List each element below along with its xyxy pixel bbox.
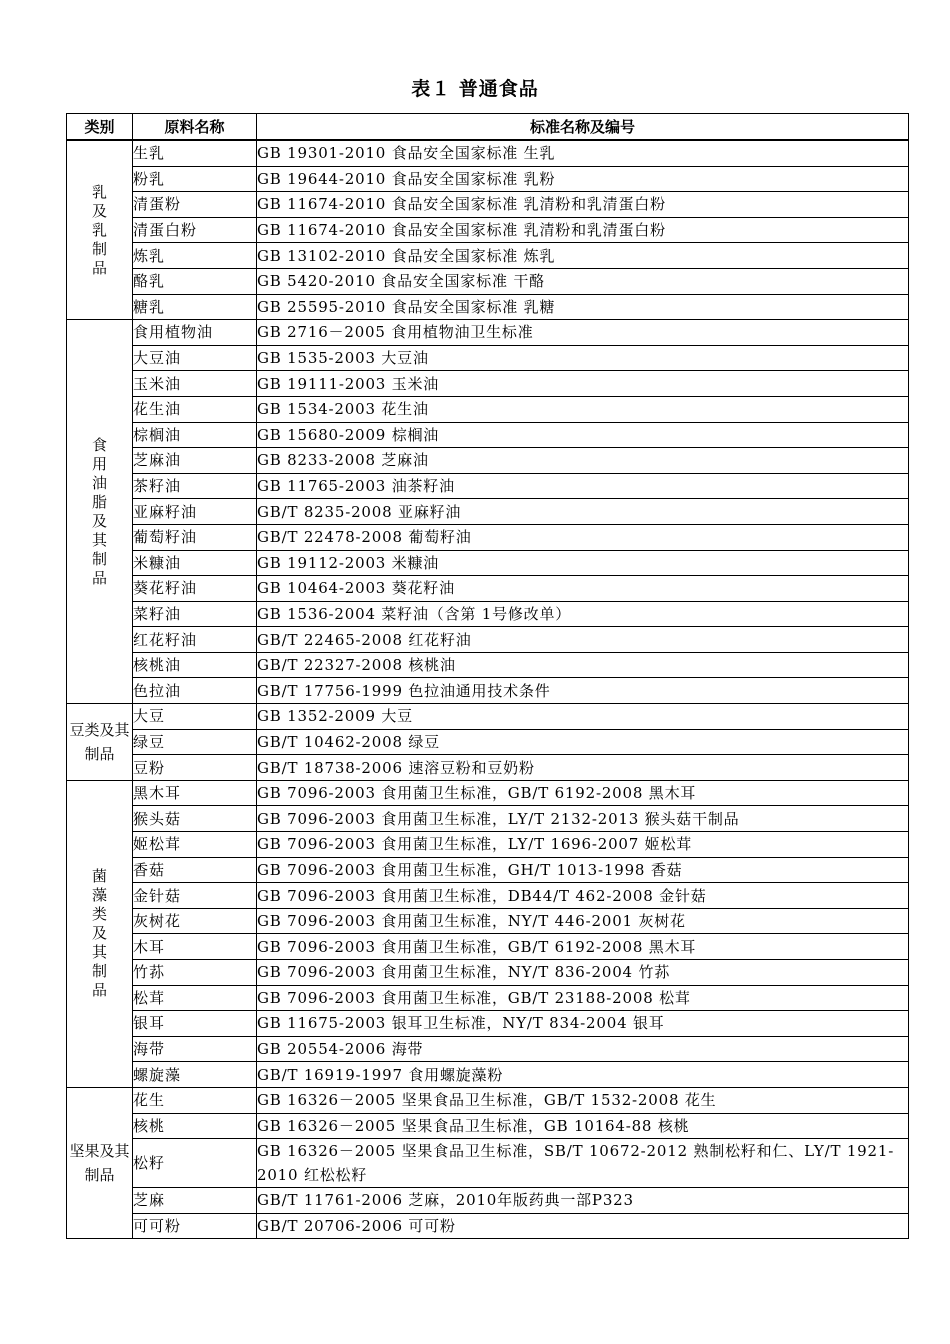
- standard-cell: GB 7096-2003 食用菌卫生标准，LY/T 2132-2013 猴头菇干制品: [257, 806, 909, 832]
- material-name-cell: 酪乳: [133, 268, 257, 294]
- table-row: [67, 320, 909, 346]
- standard-cell: GB 7096-2003 食用菌卫生标准，GB/T 23188-2008 松茸: [257, 985, 909, 1011]
- table-row: [67, 499, 909, 525]
- table-row: [67, 1213, 909, 1239]
- material-name-cell: 棕榈油: [133, 422, 257, 448]
- standard-cell: GB 19301-2010 食品安全国家标准 生乳: [257, 140, 909, 166]
- material-name-cell: 茶籽油: [133, 473, 257, 499]
- standard-cell: GB 11674-2010 食品安全国家标准 乳清粉和乳清蛋白粉: [257, 192, 909, 218]
- category-cell: [67, 780, 133, 1087]
- table-row: [67, 652, 909, 678]
- table-row: [67, 345, 909, 371]
- table-row: [67, 268, 909, 294]
- standard-cell: GB 13102-2010 食品安全国家标准 炼乳: [257, 243, 909, 269]
- standard-cell: GB 2716－2005 食用植物油卫生标准: [257, 320, 909, 346]
- material-name-cell: 姬松茸: [133, 832, 257, 858]
- table-row: [67, 473, 909, 499]
- table-row: [67, 1113, 909, 1139]
- standard-cell: GB 5420-2010 食品安全国家标准 干酪: [257, 268, 909, 294]
- material-name-cell: 糖乳: [133, 294, 257, 320]
- material-name-cell: 竹荪: [133, 960, 257, 986]
- table-row: [67, 524, 909, 550]
- table-row: [67, 217, 909, 243]
- table-row: [67, 371, 909, 397]
- table-row: [67, 806, 909, 832]
- table-row: [67, 166, 909, 192]
- material-name-cell: 大豆: [133, 704, 257, 730]
- standard-cell: GB/T 16919-1997 食用螺旋藻粉: [257, 1062, 909, 1088]
- category-label: 坚果及其制品: [69, 1142, 130, 1185]
- table-row: [67, 1036, 909, 1062]
- material-name-cell: 可可粉: [133, 1213, 257, 1239]
- table-header-row: [67, 114, 909, 141]
- table-row: [67, 883, 909, 909]
- material-name-cell: 红花籽油: [133, 627, 257, 653]
- table-row: [67, 985, 909, 1011]
- header-standard: 标准名称及编号: [257, 114, 909, 141]
- material-name-cell: 葡萄籽油: [133, 524, 257, 550]
- category-cell: [67, 1087, 133, 1238]
- material-name-cell: 松茸: [133, 985, 257, 1011]
- table-row: [67, 140, 909, 166]
- table-body: [67, 140, 909, 1239]
- material-name-cell: 螺旋藻: [133, 1062, 257, 1088]
- table-row: [67, 780, 909, 806]
- standard-cell: GB 7096-2003 食用菌卫生标准，GB/T 6192-2008 黑木耳: [257, 934, 909, 960]
- table-row: [67, 627, 909, 653]
- standard-cell: GB 11765-2003 油茶籽油: [257, 473, 909, 499]
- standard-cell: GB 11674-2010 食品安全国家标准 乳清粉和乳清蛋白粉: [257, 217, 909, 243]
- material-name-cell: 绿豆: [133, 729, 257, 755]
- material-name-cell: 黑木耳: [133, 780, 257, 806]
- table-row: [67, 294, 909, 320]
- material-name-cell: 米糠油: [133, 550, 257, 576]
- standard-cell: GB 19644-2010 食品安全国家标准 乳粉: [257, 166, 909, 192]
- table-row: [67, 243, 909, 269]
- standard-cell: GB 1536-2004 菜籽油（含第 1号修改单）: [257, 601, 909, 627]
- material-name-cell: 核桃: [133, 1113, 257, 1139]
- header-category: 类别: [67, 114, 133, 141]
- standard-cell: GB 7096-2003 食用菌卫生标准，LY/T 1696-2007 姬松茸: [257, 832, 909, 858]
- table-row: [67, 192, 909, 218]
- category-label: 豆类及其制品: [69, 720, 130, 763]
- standard-cell: GB/T 20706-2006 可可粉: [257, 1213, 909, 1239]
- table-row: [67, 448, 909, 474]
- table-row: [67, 601, 909, 627]
- material-name-cell: 大豆油: [133, 345, 257, 371]
- table-row: [67, 550, 909, 576]
- material-name-cell: 色拉油: [133, 678, 257, 704]
- material-name-cell: 生乳: [133, 140, 257, 166]
- standard-cell: GB/T 18738-2006 速溶豆粉和豆奶粉: [257, 755, 909, 781]
- table-row: [67, 1062, 909, 1088]
- standard-cell: GB/T 22327-2008 核桃油: [257, 652, 909, 678]
- table-row: [67, 396, 909, 422]
- standard-cell: GB/T 22465-2008 红花籽油: [257, 627, 909, 653]
- page-title: 表１ 普通食品: [411, 78, 539, 100]
- standard-cell: GB/T 11761-2006 芝麻，2010年版药典一部P323: [257, 1188, 909, 1214]
- standard-cell: GB 7096-2003 食用菌卫生标准，DB44/T 462-2008 金针菇: [257, 883, 909, 909]
- material-name-cell: 食用植物油: [133, 320, 257, 346]
- standard-cell: GB 16326－2005 坚果食品卫生标准，GB/T 1532-2008 花生: [257, 1087, 909, 1113]
- table-row: [67, 576, 909, 602]
- material-name-cell: 亚麻籽油: [133, 499, 257, 525]
- material-name-cell: 豆粉: [133, 755, 257, 781]
- standard-cell: GB/T 22478-2008 葡萄籽油: [257, 524, 909, 550]
- category-label: 菌藻类及其制品: [91, 867, 107, 1000]
- standard-cell: GB 19112-2003 米糠油: [257, 550, 909, 576]
- category-label: 乳及乳制品: [91, 182, 107, 277]
- standard-cell: GB 7096-2003 食用菌卫生标准，GH/T 1013-1998 香菇: [257, 857, 909, 883]
- table-row: [67, 960, 909, 986]
- table-row: [67, 1087, 909, 1113]
- material-name-cell: 玉米油: [133, 371, 257, 397]
- standard-cell: GB 1534-2003 花生油: [257, 396, 909, 422]
- standard-cell: GB 7096-2003 食用菌卫生标准，NY/T 836-2004 竹荪: [257, 960, 909, 986]
- standard-cell: GB 20554-2006 海带: [257, 1036, 909, 1062]
- standard-cell: GB 8233-2008 芝麻油: [257, 448, 909, 474]
- material-name-cell: 木耳: [133, 934, 257, 960]
- table-row: [67, 832, 909, 858]
- material-name-cell: 菜籽油: [133, 601, 257, 627]
- category-cell: [67, 320, 133, 704]
- standard-cell: GB 1352-2009 大豆: [257, 704, 909, 730]
- material-name-cell: 猴头菇: [133, 806, 257, 832]
- category-cell: [67, 704, 133, 781]
- table-row: [67, 729, 909, 755]
- material-name-cell: 金针菇: [133, 883, 257, 909]
- table-row: [67, 422, 909, 448]
- table-row: [67, 755, 909, 781]
- standard-cell: GB 16326－2005 坚果食品卫生标准，SB/T 10672-2012 熟制松籽和仁、LY/T 1921-2010 红松松籽: [257, 1139, 909, 1188]
- standard-cell: GB 25595-2010 食品安全国家标准 乳糖: [257, 294, 909, 320]
- table-row: [67, 857, 909, 883]
- standard-cell: GB 11675-2003 银耳卫生标准，NY/T 834-2004 银耳: [257, 1011, 909, 1037]
- category-label: 食用油脂及其制品: [91, 435, 107, 587]
- material-name-cell: 清蛋粉: [133, 192, 257, 218]
- standard-cell: GB/T 8235-2008 亚麻籽油: [257, 499, 909, 525]
- table-row: [67, 908, 909, 934]
- material-name-cell: 松籽: [133, 1139, 257, 1188]
- material-name-cell: 葵花籽油: [133, 576, 257, 602]
- material-name-cell: 芝麻油: [133, 448, 257, 474]
- standards-table: [66, 113, 909, 1239]
- standard-cell: GB 7096-2003 食用菌卫生标准，GB/T 6192-2008 黑木耳: [257, 780, 909, 806]
- category-cell: [67, 140, 133, 320]
- standard-cell: GB 16326－2005 坚果食品卫生标准，GB 10164-88 核桃: [257, 1113, 909, 1139]
- standard-cell: GB 15680-2009 棕榈油: [257, 422, 909, 448]
- material-name-cell: 花生油: [133, 396, 257, 422]
- standard-cell: GB 10464-2003 葵花籽油: [257, 576, 909, 602]
- material-name-cell: 花生: [133, 1087, 257, 1113]
- standard-cell: GB 7096-2003 食用菌卫生标准，NY/T 446-2001 灰树花: [257, 908, 909, 934]
- standard-cell: GB 19111-2003 玉米油: [257, 371, 909, 397]
- table-row: [67, 678, 909, 704]
- table-row: [67, 704, 909, 730]
- material-name-cell: 核桃油: [133, 652, 257, 678]
- material-name-cell: 炼乳: [133, 243, 257, 269]
- table-row: [67, 934, 909, 960]
- material-name-cell: 灰树花: [133, 908, 257, 934]
- material-name-cell: 银耳: [133, 1011, 257, 1037]
- standard-cell: GB/T 10462-2008 绿豆: [257, 729, 909, 755]
- standard-cell: GB 1535-2003 大豆油: [257, 345, 909, 371]
- table-row: [67, 1139, 909, 1188]
- material-name-cell: 粉乳: [133, 166, 257, 192]
- table-row: [67, 1011, 909, 1037]
- header-material-name: 原料名称: [133, 114, 257, 141]
- material-name-cell: 芝麻: [133, 1188, 257, 1214]
- table-row: [67, 1188, 909, 1214]
- material-name-cell: 海带: [133, 1036, 257, 1062]
- material-name-cell: 清蛋白粉: [133, 217, 257, 243]
- material-name-cell: 香菇: [133, 857, 257, 883]
- standard-cell: GB/T 17756-1999 色拉油通用技术条件: [257, 678, 909, 704]
